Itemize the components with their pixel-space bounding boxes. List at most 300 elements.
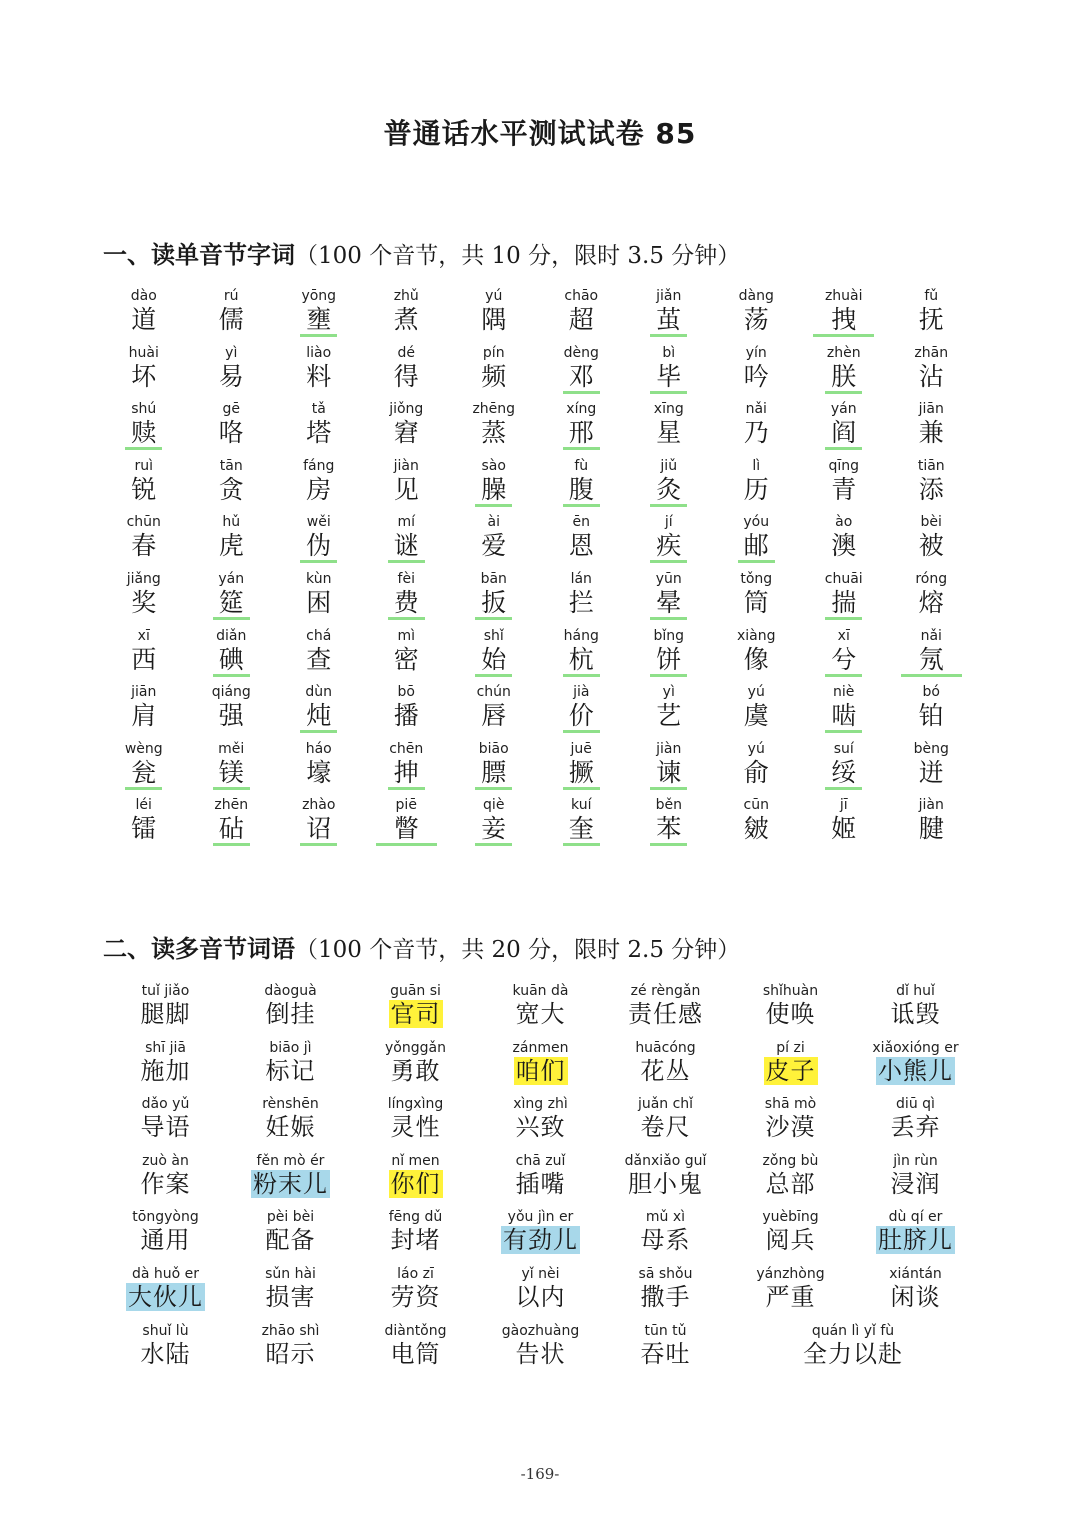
- hanzi: 姬: [831, 814, 857, 844]
- hanzi: 抻: [388, 758, 425, 790]
- char-cell: [800, 797, 888, 854]
- word: 水陆: [140, 1339, 191, 1368]
- hanzi: 镭: [131, 814, 157, 844]
- char-cell: [363, 684, 451, 741]
- pinyin: jiān: [918, 401, 944, 418]
- word: 丢弃: [890, 1113, 941, 1142]
- hanzi: 像: [743, 644, 769, 674]
- pinyin: nǐ men: [391, 1152, 440, 1169]
- char-cell: [450, 797, 538, 854]
- pinyin: rènshēn: [262, 1096, 319, 1113]
- hanzi: 赎: [125, 418, 162, 450]
- word-cell: [603, 1153, 728, 1210]
- hanzi: 瞥: [376, 814, 437, 846]
- hanzi: 奎: [563, 814, 600, 846]
- page-number: -169-: [520, 1465, 560, 1483]
- word: 撒手: [640, 1282, 691, 1311]
- pinyin: pèi bèi: [266, 1209, 315, 1226]
- hanzi: 贪: [218, 474, 244, 504]
- char-cell: [275, 401, 363, 458]
- word: 你们: [390, 1169, 441, 1198]
- pinyin: kuān dà: [512, 983, 569, 999]
- hanzi: 肩: [131, 701, 157, 731]
- char-cell: [100, 345, 188, 402]
- word: 使唤: [765, 1000, 816, 1028]
- char-cell: [800, 628, 888, 685]
- pinyin: zhào: [302, 797, 336, 814]
- char-cell: [100, 458, 188, 515]
- word: 标记: [265, 1056, 316, 1085]
- pinyin: diàntǒng: [384, 1322, 447, 1339]
- char-cell: [450, 628, 538, 685]
- pinyin: dé: [397, 344, 415, 361]
- word: 兴致: [515, 1113, 566, 1142]
- pinyin: chá: [306, 627, 332, 644]
- multi-syllable-grid: [103, 983, 978, 1379]
- char-cell: [275, 797, 363, 854]
- char-cell: [450, 401, 538, 458]
- pinyin: yǒu jìn er: [507, 1209, 574, 1226]
- pinyin: zhēn: [214, 797, 249, 814]
- char-row: [100, 684, 975, 741]
- hanzi: 腹: [563, 475, 600, 507]
- pinyin: chūn: [126, 514, 161, 531]
- char-cell: [888, 571, 976, 628]
- pinyin: zhān: [914, 344, 949, 361]
- pinyin: zuò àn: [142, 1152, 189, 1169]
- pinyin: tān: [219, 457, 243, 474]
- char-cell: [625, 345, 713, 402]
- pinyin: ēn: [572, 514, 590, 531]
- hanzi: 扳: [475, 588, 512, 620]
- pinyin: mí: [397, 514, 416, 531]
- word: 大伙儿: [128, 1282, 203, 1311]
- char-cell: [800, 345, 888, 402]
- hanzi: 价: [563, 701, 600, 733]
- word: 配备: [265, 1226, 316, 1255]
- pinyin: ài: [487, 514, 500, 531]
- char-cell: [450, 514, 538, 571]
- hanzi: 春: [131, 531, 157, 561]
- pinyin: dàng: [738, 288, 774, 304]
- word-cell: [728, 983, 853, 1040]
- word: 总部: [765, 1169, 816, 1198]
- hanzi: 臊: [475, 475, 512, 507]
- char-cell: [363, 628, 451, 685]
- pinyin: bèng: [913, 740, 949, 757]
- word-cell: [353, 1096, 478, 1153]
- char-cell: [363, 288, 451, 345]
- char-cell: [450, 571, 538, 628]
- char-cell: [275, 571, 363, 628]
- word-row: [103, 1209, 978, 1266]
- char-cell: [450, 741, 538, 798]
- pinyin: dǎnxiǎo guǐ: [624, 1152, 707, 1169]
- hanzi: 奖: [131, 587, 157, 617]
- word-cell: [353, 983, 478, 1040]
- hanzi: 氖: [901, 645, 962, 677]
- word: 花丛: [640, 1056, 691, 1085]
- word-cell: [603, 1040, 728, 1097]
- word: 灵性: [390, 1113, 441, 1142]
- char-cell: [538, 288, 626, 345]
- pinyin: jiǔ: [660, 457, 678, 474]
- word-cell: [353, 1266, 478, 1323]
- hanzi: 阎: [825, 418, 862, 450]
- word: 通用: [140, 1226, 191, 1255]
- pinyin: biāo: [478, 740, 509, 757]
- pinyin: sào: [481, 457, 506, 474]
- char-cell: [100, 288, 188, 345]
- pinyin: tǒng: [740, 570, 773, 587]
- pinyin: wěi: [306, 514, 331, 531]
- hanzi: 兼: [918, 418, 944, 448]
- hanzi: 谜: [388, 531, 425, 563]
- char-cell: [713, 514, 801, 571]
- pinyin: tiān: [917, 457, 945, 474]
- char-row: [100, 741, 975, 798]
- pinyin: jiān: [131, 684, 157, 701]
- char-cell: [100, 741, 188, 798]
- char-cell: [625, 571, 713, 628]
- hanzi: 毕: [650, 362, 687, 394]
- pinyin: xīng: [653, 401, 684, 418]
- pinyin: dùn: [305, 684, 333, 701]
- word-cell: [103, 1323, 228, 1380]
- hanzi: 邓: [563, 362, 600, 394]
- hanzi: 蒸: [481, 418, 507, 448]
- char-cell: [538, 571, 626, 628]
- pinyin: sǔn hài: [265, 1265, 316, 1282]
- char-cell: [363, 571, 451, 628]
- word: 勇敢: [390, 1056, 441, 1085]
- pinyin: kuí: [571, 797, 592, 814]
- word-cell: [228, 1040, 353, 1097]
- char-cell: [713, 401, 801, 458]
- pinyin: xíng: [566, 401, 597, 418]
- char-cell: [713, 741, 801, 798]
- char-cell: [538, 345, 626, 402]
- pinyin: diǎn: [216, 627, 247, 644]
- pinyin: suí: [833, 740, 854, 757]
- pinyin: gē: [222, 401, 240, 418]
- word-cell: [478, 1266, 603, 1323]
- section2-note: （100 个音节，共 20 分，限时 2.5 分钟）: [295, 937, 741, 963]
- hanzi: 铂: [918, 701, 944, 731]
- pinyin: huài: [128, 344, 159, 361]
- hanzi: 道: [131, 305, 157, 334]
- char-cell: [188, 458, 276, 515]
- hanzi: 料: [306, 361, 332, 391]
- pinyin: lì: [752, 457, 761, 474]
- char-cell: [275, 741, 363, 798]
- char-row: [100, 288, 975, 345]
- hanzi: 苯: [650, 814, 687, 846]
- char-cell: [888, 514, 976, 571]
- pinyin: shú: [131, 401, 157, 418]
- pinyin: zhèn: [826, 344, 861, 361]
- hanzi: 频: [481, 361, 507, 391]
- word-cell: [853, 1040, 978, 1097]
- char-cell: [100, 628, 188, 685]
- pinyin: yǐ nèi: [521, 1265, 560, 1282]
- word-cell: [853, 1153, 978, 1210]
- word-cell: [103, 1153, 228, 1210]
- pinyin: quán lì yǐ fù: [811, 1322, 895, 1339]
- pinyin: jiàn: [393, 457, 419, 474]
- pinyin: zhāo shì: [261, 1322, 320, 1339]
- hanzi: 困: [306, 587, 332, 617]
- pinyin: bō: [397, 684, 415, 701]
- pinyin: cūn: [743, 797, 769, 814]
- char-cell: [363, 741, 451, 798]
- hanzi: 诏: [300, 814, 337, 846]
- word-cell: [603, 983, 728, 1040]
- hanzi: 塔: [306, 418, 332, 448]
- word: 插嘴: [515, 1169, 566, 1198]
- hanzi: 锐: [131, 474, 157, 504]
- pinyin: niè: [833, 684, 855, 701]
- pinyin: mǔ xì: [645, 1209, 686, 1226]
- pinyin: yuèbīng: [762, 1209, 819, 1226]
- word: 吞吐: [640, 1339, 691, 1368]
- char-row: [100, 458, 975, 515]
- word: 责任感: [628, 1000, 703, 1028]
- hanzi: 迸: [918, 757, 944, 787]
- word-cell: [728, 1266, 853, 1323]
- pinyin: bān: [480, 570, 507, 587]
- pinyin: wèng: [124, 740, 163, 757]
- hanzi: 乃: [743, 418, 769, 448]
- char-row: [100, 797, 975, 854]
- word-cell: [603, 1209, 728, 1266]
- char-cell: [888, 741, 976, 798]
- hanzi: 啮: [825, 701, 862, 733]
- char-row: [100, 628, 975, 685]
- char-cell: [625, 288, 713, 345]
- hanzi: 始: [475, 645, 512, 677]
- hanzi: 瓮: [125, 758, 162, 790]
- hanzi: 唇: [481, 701, 507, 731]
- hanzi: 得: [393, 361, 419, 391]
- pinyin: dàoguà: [264, 983, 317, 999]
- pinyin: fáng: [303, 457, 335, 474]
- hanzi: 星: [656, 418, 682, 448]
- pinyin: róng: [915, 570, 948, 587]
- word-cell: [478, 1096, 603, 1153]
- char-cell: [625, 797, 713, 854]
- char-cell: [713, 458, 801, 515]
- hanzi: 历: [743, 474, 769, 504]
- hanzi: 窘: [393, 418, 419, 448]
- hanzi: 炖: [300, 701, 337, 733]
- pinyin: bì: [662, 344, 676, 361]
- hanzi: 拦: [568, 587, 594, 617]
- hanzi: 灸: [650, 475, 687, 507]
- hanzi: 煮: [393, 305, 419, 334]
- section2-heading: [103, 934, 740, 965]
- char-cell: [363, 458, 451, 515]
- hanzi: 朕: [825, 362, 862, 394]
- word-cell: [353, 1323, 478, 1380]
- char-cell: [188, 401, 276, 458]
- pinyin: jià: [573, 684, 590, 701]
- hanzi: 筒: [743, 587, 769, 617]
- char-cell: [625, 741, 713, 798]
- hanzi: 西: [131, 644, 157, 674]
- char-row: [100, 345, 975, 402]
- pinyin: dà huǒ er: [131, 1265, 200, 1282]
- char-cell: [713, 345, 801, 402]
- pinyin: chuāi: [824, 570, 863, 587]
- pinyin: biāo jì: [269, 1039, 312, 1056]
- pinyin: juǎn chǐ: [637, 1096, 694, 1113]
- hanzi: 妾: [475, 814, 512, 846]
- word-cell: [728, 1153, 853, 1210]
- pinyin: chāo: [564, 288, 599, 304]
- word-cell: [228, 1266, 353, 1323]
- char-cell: [888, 288, 976, 345]
- char-cell: [100, 514, 188, 571]
- pinyin: juē: [570, 740, 592, 757]
- hanzi: 撅: [563, 758, 600, 790]
- char-cell: [888, 401, 976, 458]
- pinyin: yì: [662, 684, 675, 701]
- pinyin: tǎ: [311, 401, 326, 418]
- char-cell: [275, 345, 363, 402]
- pinyin: huācóng: [635, 1039, 696, 1056]
- hanzi: 恩: [568, 531, 594, 561]
- word-row: [103, 1323, 978, 1380]
- pinyin: háo: [305, 740, 332, 757]
- char-cell: [538, 458, 626, 515]
- word-cell: [603, 1096, 728, 1153]
- word-row: [103, 983, 978, 1040]
- pinyin: diū qì: [896, 1096, 935, 1113]
- char-cell: [800, 288, 888, 345]
- char-cell: [800, 741, 888, 798]
- hanzi: 被: [918, 531, 944, 561]
- pinyin: jī: [839, 797, 848, 814]
- char-cell: [363, 401, 451, 458]
- pinyin: zhǔ: [393, 288, 419, 304]
- section1-note: （100 个音节，共 10 分，限时 3.5 分钟）: [295, 243, 741, 269]
- char-cell: [363, 797, 451, 854]
- char-cell: [275, 458, 363, 515]
- char-cell: [188, 628, 276, 685]
- char-cell: [538, 514, 626, 571]
- pinyin: xī: [837, 627, 850, 644]
- word-cell: [728, 1323, 978, 1380]
- pinyin: ào: [835, 514, 853, 531]
- char-cell: [363, 345, 451, 402]
- pinyin: xī: [137, 627, 150, 644]
- pinyin: pín: [482, 344, 505, 361]
- pinyin: dǎo yǔ: [141, 1096, 190, 1113]
- char-cell: [625, 514, 713, 571]
- hanzi: 膘: [475, 758, 512, 790]
- pinyin: měi: [218, 740, 245, 757]
- word: 全力以赴: [803, 1339, 903, 1368]
- word-cell: [353, 1209, 478, 1266]
- pinyin: qiè: [483, 797, 505, 814]
- word: 腿脚: [140, 1000, 191, 1028]
- hanzi: 爱: [481, 531, 507, 561]
- word: 电筒: [390, 1339, 441, 1368]
- word-cell: [603, 1323, 728, 1380]
- pinyin: língxìng: [387, 1096, 444, 1113]
- word-cell: [103, 1266, 228, 1323]
- hanzi: 拽: [813, 305, 874, 337]
- char-row: [100, 571, 975, 628]
- word-cell: [228, 1153, 353, 1210]
- section2-title: 二、读多音节词语: [103, 935, 295, 963]
- hanzi: 荡: [743, 305, 769, 334]
- hanzi: 壕: [306, 757, 332, 787]
- word-cell: [103, 1040, 228, 1097]
- word: 肚脐儿: [878, 1226, 953, 1255]
- char-cell: [275, 288, 363, 345]
- pinyin: yì: [225, 344, 238, 361]
- pinyin: yín: [745, 344, 767, 361]
- word: 施加: [140, 1056, 191, 1085]
- word-cell: [103, 983, 228, 1040]
- pinyin: xiántán: [889, 1265, 942, 1282]
- pinyin: zhēng: [472, 401, 516, 418]
- word: 妊娠: [265, 1113, 316, 1142]
- pinyin: běn: [655, 797, 682, 814]
- word: 阅兵: [765, 1226, 816, 1255]
- pinyin: chā zuǐ: [515, 1152, 566, 1169]
- hanzi: 密: [393, 644, 419, 674]
- hanzi: 抚: [918, 305, 944, 334]
- section1-heading: [103, 240, 740, 271]
- word: 宽大: [515, 1000, 566, 1028]
- hanzi: 沾: [918, 361, 944, 391]
- hanzi: 碘: [213, 645, 250, 677]
- char-cell: [713, 628, 801, 685]
- hanzi: 坏: [131, 361, 157, 391]
- section1-title: 一、读单音节字词: [103, 241, 295, 269]
- hanzi: 见: [393, 474, 419, 504]
- hanzi: 播: [393, 701, 419, 731]
- word-cell: [228, 983, 353, 1040]
- char-cell: [450, 288, 538, 345]
- char-cell: [713, 571, 801, 628]
- char-cell: [363, 514, 451, 571]
- pinyin: nǎi: [745, 401, 767, 418]
- word-cell: [478, 1153, 603, 1210]
- pinyin: xiǎoxióng er: [872, 1039, 959, 1056]
- pinyin: yōng: [301, 288, 337, 304]
- char-cell: [538, 797, 626, 854]
- word: 作案: [140, 1169, 191, 1198]
- pinyin: bó: [922, 684, 940, 701]
- char-cell: [538, 628, 626, 685]
- pinyin: nǎi: [920, 627, 942, 644]
- word: 导语: [140, 1113, 191, 1142]
- pinyin: zé rèngǎn: [630, 983, 701, 999]
- pinyin: qīng: [828, 457, 860, 474]
- pinyin: jí: [664, 514, 673, 531]
- pinyin: shī jiā: [145, 1039, 186, 1056]
- char-cell: [538, 741, 626, 798]
- word-cell: [853, 983, 978, 1040]
- word-cell: [853, 1209, 978, 1266]
- pinyin: dù qí er: [888, 1209, 943, 1226]
- hanzi: 兮: [825, 645, 862, 677]
- pinyin: xiàng: [736, 627, 776, 644]
